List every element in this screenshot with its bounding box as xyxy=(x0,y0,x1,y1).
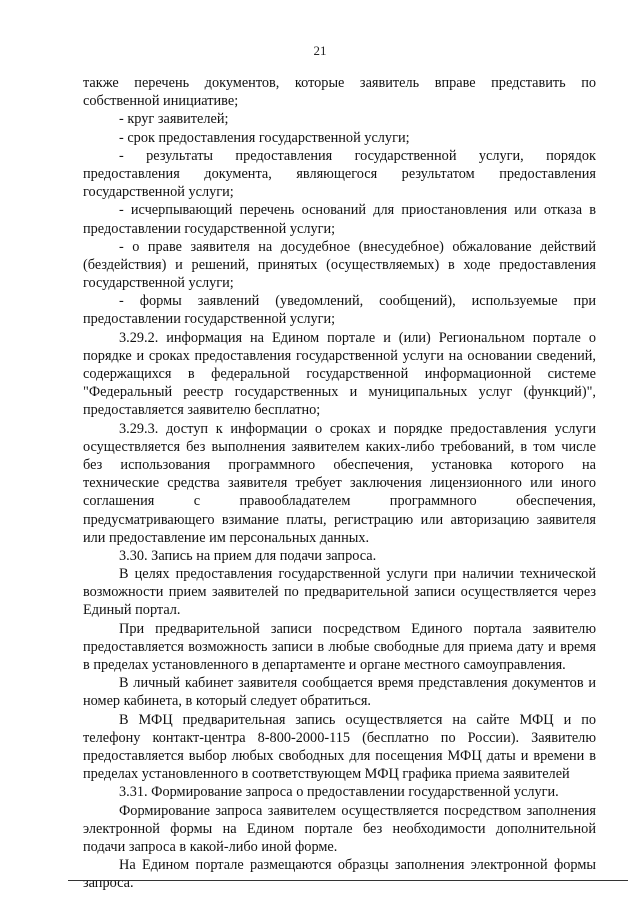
text-line: предоставления документа, являющегося результатом предоставления xyxy=(83,165,596,182)
text-line: пределах установленного в соответствующем МФЦ графика приема заявителей xyxy=(83,766,570,783)
document-body xyxy=(83,74,596,892)
text-line: предоставляется возможность записи в любые свободные для приема дату и время xyxy=(83,638,596,655)
text-line: предоставляется выбор любых свободных для посещения МФЦ даты и времени в xyxy=(83,747,596,764)
text-line: предоставлении государственной услуги; xyxy=(83,220,336,237)
text-line: - срок предоставления государственной услуги; xyxy=(119,129,410,146)
text-line: или предоставление им персональных данных. xyxy=(83,529,370,546)
text-line: В личный кабинет заявителя сообщается время представления документов и xyxy=(119,675,596,692)
text-line: На Едином портале размещаются образцы заполнения электронной формы xyxy=(119,857,596,874)
text-line: Единый портал. xyxy=(83,602,181,619)
text-line: телефону контакт-центра 8-800-2000-115 (бесплатно по России). Заявителю xyxy=(83,729,596,746)
text-line: 3.30. Запись на прием для подачи запроса. xyxy=(119,547,377,564)
text-line: В МФЦ предварительная запись осуществляется на сайте МФЦ и по xyxy=(119,711,596,728)
text-line: также перечень документов, которые заявитель вправе представить по xyxy=(83,75,596,91)
text-line: соглашения с правообладателем программного обеспечения, xyxy=(83,493,596,510)
text-line: - круг заявителей; xyxy=(119,111,229,128)
text-line: номер кабинета, в который следует обратиться. xyxy=(83,693,371,710)
text-line: собственной инициативе; xyxy=(83,93,239,110)
text-line: подачи запроса в какой-либо иной форме. xyxy=(83,838,338,855)
page-number: 21 xyxy=(313,43,327,58)
text-line: 3.29.2. информация на Едином портале и (или) Региональном портале о xyxy=(119,329,596,346)
text-line: предоставляется заявителю бесплатно; xyxy=(83,402,321,419)
text-line: государственной услуги; xyxy=(83,275,234,292)
text-line: В целях предоставления государственной услуги при наличии технической xyxy=(119,566,596,583)
text-line: запроса. xyxy=(83,875,134,892)
text-line: без использования программного обеспечения, установка которого на xyxy=(83,456,596,473)
text-line: государственной услуги; xyxy=(83,184,234,201)
text-line: 3.31. Формирование запроса о предоставлении государственной услуги. xyxy=(119,784,559,801)
text-line: предоставлении государственной услуги; xyxy=(83,311,336,328)
text-line: технические средства заявителя требует заключения лицензионного или иного xyxy=(83,475,596,492)
text-line: (бездействия) и решений, принятых (осуществляемых) в ходе предоставления xyxy=(83,256,596,273)
text-line: - результаты предоставления государственной услуги, порядок xyxy=(119,147,596,164)
text-line: содержащихся в федеральной государственной информационной системе xyxy=(83,366,596,382)
text-line: - исчерпывающий перечень оснований для приостановления или отказа в xyxy=(119,202,596,219)
text-line: При предварительной записи посредством Единого портала заявителю xyxy=(119,620,596,637)
text-line: предусматривающего взимание платы, регистрацию или авторизацию заявителя xyxy=(83,511,596,528)
text-line: порядке и сроках предоставления государственной услуги на основании сведений, xyxy=(83,347,596,364)
bottom-divider xyxy=(68,880,628,881)
text-line: Формирование запроса заявителем осуществляется посредством заполнения xyxy=(119,802,596,819)
text-line: 3.29.3. доступ к информации о сроках и порядке предоставления услуги xyxy=(119,420,596,437)
text-line: - о праве заявителя на досудебное (внесудебное) обжалование действий xyxy=(119,238,596,255)
text-line: "Федеральный реестр государственных и муниципальных услуг (функций)", xyxy=(83,384,596,401)
text-line: возможности прием заявителей по предварительной записи осуществляется через xyxy=(83,584,596,601)
text-line: в пределах установленного в департаменте и органе местного самоуправления. xyxy=(83,657,566,673)
text-line: - формы заявлений (уведомлений, сообщений), используемые при xyxy=(119,293,596,310)
text-line: электронной формы на Едином портале без необходимости дополнительной xyxy=(83,820,596,837)
text-line: осуществляется без выполнения заявителем каких-либо требований, в том числе xyxy=(83,438,596,455)
